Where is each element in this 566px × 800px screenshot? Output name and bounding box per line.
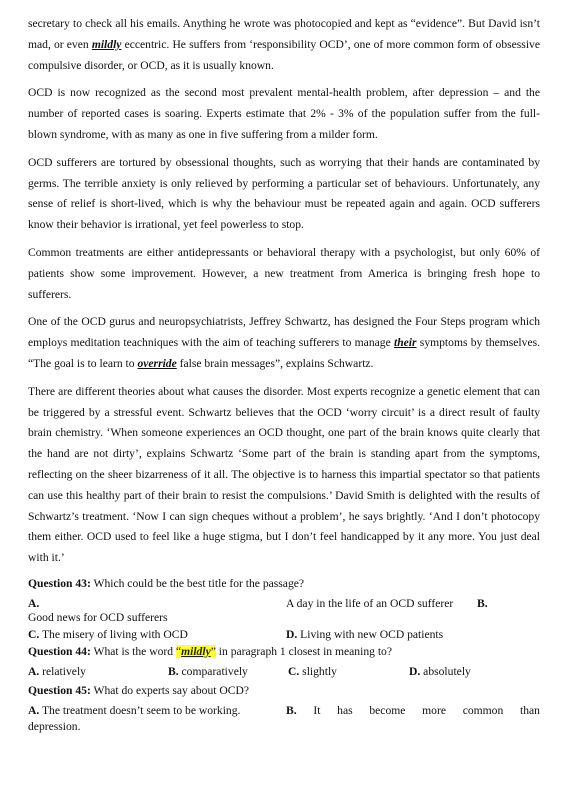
option-b-continuation[interactable]: depression. — [28, 720, 81, 734]
underlined-word-override: override — [137, 356, 177, 370]
paragraph-1-text-end: eccentric. He suffers from ‘responsibility OCD’, one of more common form of obsessive compulsive disorder, or OCD, as it is usually known. — [28, 37, 540, 72]
paragraph-5 — [28, 312, 540, 374]
option-c-text: The misery of living with OCD — [39, 628, 188, 642]
question-45-label: Question 45: — [28, 683, 91, 697]
option-b[interactable] — [286, 703, 540, 719]
option-a-text[interactable]: A day in the life of an OCD sufferer — [286, 597, 454, 611]
document-page — [28, 14, 540, 736]
option-d-label: D. — [286, 628, 298, 642]
option-a-text: relatively — [39, 665, 86, 679]
question-44-text-end: in paragraph 1 closest in meaning to? — [215, 644, 392, 658]
paragraph-2: OCD is now recognized as the second most prevalent mental-health problem, after depression – and the number of reported cases is soaring. Experts estimate that 2% - 3% of the population suffer from the full-blown syndrome, with as many as one in five suffering from a milder form. — [28, 86, 540, 141]
question-45-stem — [28, 683, 540, 699]
paragraph-6: There are different theories about what causes the disorder. Most experts recognize a genetic element that can be triggered by a stressful event. Schwartz believes that the OCD ‘worry circuit’ is a direct result of faulty brain chemistry. ‘When someone experiences an OCD thought, one part of the brain knows quite clearly that the hand are not dirty’, explains Schwartz ‘Some part of the brain is standing apart from the symptoms, reflecting on the sheer bizarreness of it all. The objective is to harness this impartial spectator so that patients can use this healthy part of their brain to resist the compulsions.’ David Smith is delighted with the results of Schwartz’s treatment. ‘Now I can sign cheques without a problem’, he says brightly. ‘And I don’t photocopy them either. OCD used to feel like a huge stigma, but I don’t feel handicapped by it any more. You just deal with it.’ — [28, 384, 540, 565]
question-45 — [28, 683, 540, 736]
paragraph-4: Common treatments are either antidepressants or behavioral therapy with a psychologist, but only 60% of patients show some improvement. However, a new treatment from America is bringing fresh hope to sufferers. — [28, 245, 540, 301]
paragraph-1-text-start: secretary to check all his emails. Anything he wrote was photocopied and kept as “evidence”. But David isn’t mad, or even — [28, 17, 540, 51]
question-45-text: What do experts say about OCD? — [90, 683, 250, 697]
option-d[interactable] — [409, 664, 471, 680]
option-b-text: comparatively — [178, 665, 248, 679]
option-c-label: C. — [288, 665, 300, 679]
question-44-stem — [28, 644, 540, 660]
option-a[interactable] — [28, 703, 286, 719]
paragraph-5-text-start: One of the OCD gurus and neuropsychiatrists, Jeffrey Schwartz, has designed the Four Steps program which employs meditation teachniques with the aim of teaching sufferers to manage — [28, 315, 540, 350]
option-d-text: Living with new OCD patients — [297, 628, 444, 642]
option-d[interactable] — [286, 627, 443, 643]
highlighted-word-mildly — [176, 645, 216, 658]
option-c[interactable] — [28, 627, 286, 643]
option-b-label: B. — [286, 703, 297, 717]
option-b-first-line — [286, 703, 540, 719]
option-a-label: A. — [28, 665, 40, 679]
option-a[interactable] — [28, 664, 168, 680]
option-c-text: slightly — [299, 665, 337, 679]
option-c[interactable] — [288, 664, 409, 680]
question-43-options-cd — [28, 627, 540, 643]
option-a-label: A. — [28, 703, 40, 717]
quote-open: “ — [175, 644, 182, 658]
option-d-label: D. — [409, 665, 421, 679]
question-44-text-start: What is the word — [90, 644, 176, 658]
highlighted-word-text: mildly — [181, 644, 211, 658]
option-b-word: It — [313, 703, 321, 717]
option-b-label: B. — [168, 665, 179, 679]
option-d-text: absolutely — [420, 665, 471, 679]
underlined-word-mildly: mildly — [91, 37, 122, 51]
question-43-label: Question 43: — [28, 576, 91, 590]
option-a-text: The treatment doesn’t seem to be working. — [39, 703, 241, 717]
paragraph-1 — [28, 14, 540, 76]
option-b-text[interactable]: Good news for OCD sufferers — [28, 611, 168, 625]
quote-close: ” — [210, 644, 216, 658]
option-b-word: has — [337, 703, 353, 717]
option-b-word: more — [422, 703, 446, 717]
question-43-text: Which could be the best title for the passage? — [90, 576, 305, 590]
question-43-options-ab — [28, 596, 540, 611]
question-44-label: Question 44: — [28, 644, 91, 658]
question-43-stem — [28, 576, 540, 592]
option-b[interactable] — [168, 664, 288, 680]
paragraph-5-text-middle: symptoms by themselves. “The goal is to learn to — [28, 336, 541, 370]
paragraph-5-text-end: false brain messages”, explains Schwartz. — [176, 356, 374, 370]
option-b-word: than — [519, 703, 540, 717]
paragraph-3: OCD sufferers are tortured by obsessional thoughts, such as worrying that their hands are contaminated by germs. The terrible anxiety is only relieved by performing a particular set of behaviours. Unfortunately, any sense of relief is short-lived, which is why the behaviour must be repeated again and again. OCD sufferers know their behavior is irrational, yet feel powerless to stop. — [28, 155, 540, 232]
option-c-label: C. — [28, 628, 40, 642]
question-44-options — [28, 664, 540, 680]
question-43 — [28, 576, 540, 644]
option-b-word: common — [462, 703, 504, 717]
underlined-word-their: their — [393, 336, 417, 350]
option-a-label[interactable]: A. — [28, 597, 40, 611]
option-b-word: become — [369, 703, 406, 717]
question-44 — [28, 644, 540, 681]
option-b-label[interactable]: B. — [477, 597, 488, 611]
question-45-options — [28, 703, 540, 719]
